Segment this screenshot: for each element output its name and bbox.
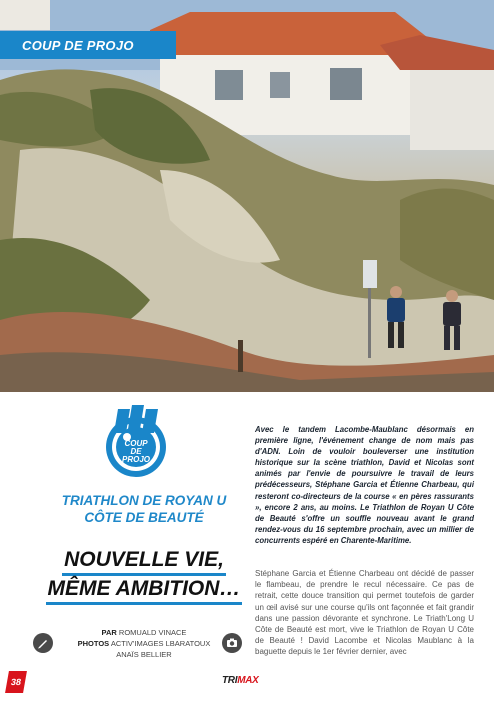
camera-icon [222, 633, 242, 653]
headline-line1: NOUVELLE VIE, [62, 547, 226, 576]
section-banner-label: COUP DE PROJO [22, 37, 134, 53]
section-banner [0, 31, 176, 59]
photographer-name: ACTIV'IMAGES LBARATOUX [110, 639, 211, 648]
trimax-logo-max: MAX [237, 675, 259, 686]
race-title-line2: CÔTE DE BEAUTÉ [84, 510, 204, 525]
trimax-logo [222, 675, 259, 686]
coup-de-projo-logo [100, 403, 172, 483]
photographer-name-2: ANAÏS BELLIER [116, 650, 172, 659]
trimax-logo-tri: TRI [222, 675, 238, 686]
pen-icon [33, 633, 53, 653]
article-intro: Avec le tandem Lacombe-Maublanc désormais en première ligne, l'événement change de nom mais pas d'ADN. Loin de vouloir bouleverser une institution historique sur la scène triathlon, David et Nicolas sont animés par l'envie de poursuivre le travail de leurs prédécesseurs, Stéphane Garcia et Étienne Charbeau, qui resteront co-directeurs de la course « en pères rassurants », encore 2 ans, au moins. Le Triathlon de Royan U Côte de Beauté s'offre un souffle nouveau avant le grand rendez-vous du 16 septembre prochain, avec un millier de concurrents espéré en Charente-Maritime. [255, 425, 474, 545]
article-headline [10, 547, 278, 605]
author-name: ROMUALD VINACE [118, 628, 187, 637]
logo-text-line1: COUP [124, 439, 148, 448]
logo-text-line2: DE [130, 447, 142, 456]
logo-text-line3: PROJO [121, 455, 151, 464]
page-number: 38 [5, 671, 27, 693]
article-credits [60, 627, 228, 660]
photos-label: PHOTOS [77, 639, 110, 648]
article-body: Stéphane Garcia et Étienne Charbeau ont décidé de passer le flambeau, de prendre le recul nécessaire. Ce pas de retrait, cette douce transition qui permet toutefois de garder un œil avisé sur une course qu'ils ont façonnée et fait grandir dans une passion dévorante et synchrone. Le Triath'Long U Côte de Beauté est mort, vive le Triathlon de Royan U Côte de Beauté ! David Lacombe et Nicolas Maublanc à la baguette depuis le 1er février dernier, avec [255, 569, 474, 657]
race-title-line1: TRIATHLON DE ROYAN U [61, 493, 227, 508]
author-label: PAR [101, 628, 117, 637]
headline-line2: MÊME AMBITION… [46, 576, 243, 605]
race-title [10, 492, 278, 526]
